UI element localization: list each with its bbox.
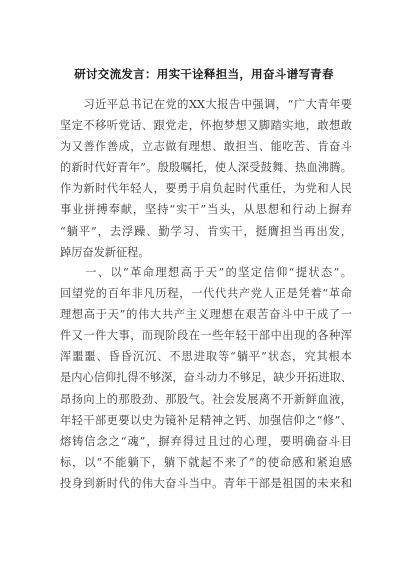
paragraph-line: 理想高于天”的伟大共产主义理想在艰苦奋斗中干成了一 [60,308,352,322]
document-title: 研讨交流发言：用实干诠释担当，用奋斗谱写青春 [74,67,334,81]
paragraph-line: 习近平总书记在党的XX大报告中强调，“广大青年要 [60,98,352,111]
paragraph-line: 昂扬向上的那股劲、那股气。社会发展离不开新鲜血液， [60,392,352,406]
paragraph-line: 事业拼搏奉献，坚持“实干”当头，从思想和行动上摒弃 [60,203,352,217]
paragraph-line: “躺平”，去浮躁、勤学习、肯实干，挺膺担当再出发， [60,224,352,238]
paragraph-line: 回望党的百年非凡历程，一代代共产党人正是凭着“革命 [60,287,352,301]
paragraph-line: 投身到新时代的伟大奋斗当中。青年干部是祖国的未来和 [60,476,352,490]
paragraph-line: 年轻干部更要以史为镜补足精神之钙、加强信仰之“修”、 [60,413,352,427]
paragraph-line: 浑噩噩、昏昏沉沉、不思进取等“躺平”状态，究其根本 [60,350,352,364]
paragraph-line: 的新时代好青年”。殷殷嘱托，使人深受鼓舞、热血沸腾。 [60,161,352,175]
paragraph-line: 一、以“革命理想高于天”的坚定信仰“提状态”。 [60,266,352,279]
paragraph-line: 坚定不移听党话、跟党走，怀抱梦想又脚踏实地，敢想敢 [60,119,352,133]
paragraph-line: 标，以“不能躺下，躺下就起不来了”的使命感和紧迫感 [60,455,352,469]
paragraph-line: 熔铸信念之“魂”，摒弃得过且过的心理，要明确奋斗目 [60,434,352,448]
paragraph-line: 是内心信仰扎得不够深，奋斗动力不够足，缺少开拓进取、 [60,371,352,385]
paragraph-line: 为又善作善成，立志做有理想、敢担当、能吃苦、肯奋斗 [60,140,352,154]
paragraph-intro [60,94,352,263]
paragraph-line: 踔厉奋发新征程。 [60,245,150,259]
paragraph-section-one [60,262,352,494]
paragraph-line: 作为新时代年轻人，要勇于肩负起时代重任，为党和人民 [60,182,352,196]
paragraph-line: 件又一件大事，而现阶段在一些年轻干部中出现的各种浑 [60,329,352,343]
